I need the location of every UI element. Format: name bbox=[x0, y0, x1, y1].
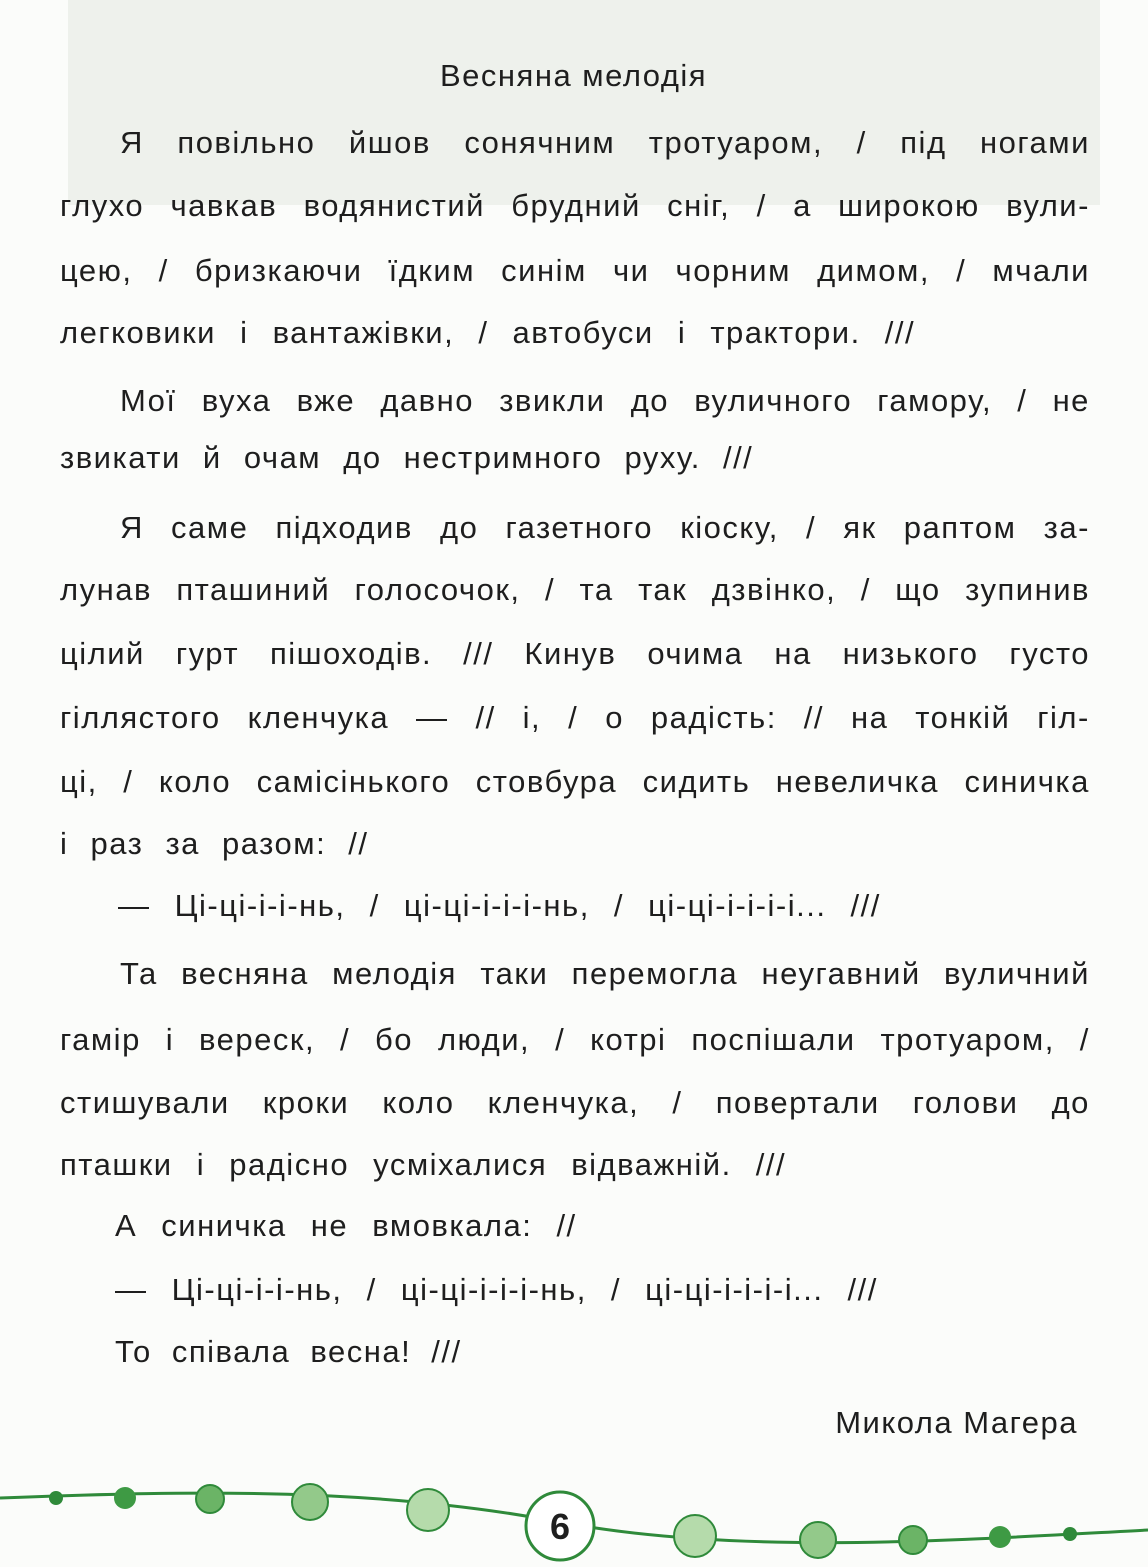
word: Мої bbox=[120, 383, 177, 418]
word: / bbox=[1017, 383, 1028, 418]
word: широкою bbox=[838, 188, 980, 223]
text-line bbox=[60, 764, 1090, 800]
word: самісінького bbox=[256, 764, 451, 799]
text-line: легковики і вантажівки, / автобуси і трактори. /// bbox=[60, 315, 916, 350]
word: неугавний bbox=[761, 956, 921, 991]
word: кроки bbox=[262, 1085, 350, 1120]
word: Я bbox=[120, 125, 144, 160]
page-number: 6 bbox=[549, 1506, 571, 1547]
word: — bbox=[416, 700, 449, 735]
word: пішоходів. bbox=[269, 636, 433, 671]
word: лунав bbox=[60, 572, 152, 607]
word: гіл- bbox=[1037, 700, 1090, 735]
word: весняна bbox=[181, 956, 309, 991]
word: котрі bbox=[590, 1022, 667, 1057]
bleed-through-header bbox=[68, 0, 1100, 205]
word: вже bbox=[296, 383, 356, 418]
text-line: звикати й очам до нестримного руху. /// bbox=[60, 440, 754, 475]
text-line bbox=[60, 700, 1090, 736]
word: коло bbox=[158, 764, 232, 799]
bead bbox=[49, 1491, 63, 1505]
text-line: А синичка не вмовкала: // bbox=[115, 1208, 577, 1243]
word: / bbox=[158, 253, 169, 288]
word: звикли bbox=[499, 383, 606, 418]
word: сніг, bbox=[667, 188, 731, 223]
text-line bbox=[60, 1085, 1090, 1121]
bead bbox=[899, 1526, 927, 1554]
word: / bbox=[1079, 1022, 1090, 1057]
word: чорним bbox=[675, 253, 791, 288]
word: / bbox=[805, 510, 817, 545]
word: ногами bbox=[980, 125, 1090, 160]
word: стовбура bbox=[475, 764, 618, 799]
word: що bbox=[895, 572, 941, 607]
word: / bbox=[123, 764, 134, 799]
word: не bbox=[1052, 383, 1090, 418]
word: цілий bbox=[60, 636, 145, 671]
word: мчали bbox=[992, 253, 1090, 288]
word: тонкій bbox=[915, 700, 1011, 735]
text-line: пташки і радісно усміхалися відважній. /// bbox=[60, 1147, 787, 1182]
word: і bbox=[165, 1022, 175, 1057]
text-line bbox=[120, 510, 1090, 546]
word: гіллястого bbox=[60, 700, 221, 735]
word: ці, bbox=[60, 764, 98, 799]
word: сидить bbox=[642, 764, 751, 799]
word: як bbox=[843, 510, 877, 545]
text-line bbox=[120, 956, 1090, 992]
word: коло bbox=[382, 1085, 455, 1120]
poem-title: Весняна мелодія bbox=[440, 58, 708, 93]
word: за- bbox=[1043, 510, 1090, 545]
word: // bbox=[803, 700, 825, 735]
word: о bbox=[605, 700, 624, 735]
word: бо bbox=[375, 1022, 414, 1057]
word: до bbox=[630, 383, 670, 418]
word: вереск, bbox=[199, 1022, 316, 1057]
word: давно bbox=[380, 383, 475, 418]
text-line: і раз за разом: // bbox=[60, 826, 369, 861]
word: / bbox=[555, 1022, 566, 1057]
word: / bbox=[568, 700, 579, 735]
word: водянистий bbox=[303, 188, 485, 223]
word: / bbox=[956, 253, 967, 288]
word: густо bbox=[1009, 636, 1090, 671]
dialogue-line: — Ці-ці-і-і-нь, / ці-ці-і-і-і-нь, / ці-ці-і-і-і-і... /// bbox=[115, 1272, 878, 1307]
word: / bbox=[860, 572, 871, 607]
text-line bbox=[60, 1022, 1090, 1058]
bead bbox=[196, 1485, 224, 1513]
word: газетного bbox=[505, 510, 654, 545]
word: саме bbox=[171, 510, 249, 545]
word: очима bbox=[647, 636, 744, 671]
word: // bbox=[475, 700, 496, 735]
word: до bbox=[440, 510, 479, 545]
word: перемогла bbox=[571, 956, 739, 991]
word: / bbox=[856, 125, 867, 160]
word: Кинув bbox=[524, 636, 617, 671]
word: вуличний bbox=[944, 956, 1090, 991]
text-line: То співала весна! /// bbox=[115, 1334, 462, 1369]
word: Я bbox=[120, 510, 144, 545]
word: /// bbox=[463, 636, 494, 671]
bead bbox=[1063, 1527, 1077, 1541]
word: мелодія bbox=[332, 956, 457, 991]
author-name: Микола Магера bbox=[835, 1405, 1078, 1440]
word: на bbox=[850, 700, 889, 735]
word: кіоску, bbox=[680, 510, 779, 545]
word: гамір bbox=[60, 1022, 141, 1057]
word: димом, bbox=[817, 253, 930, 288]
text-line bbox=[60, 188, 1090, 224]
bead bbox=[674, 1515, 716, 1557]
word: поспішали bbox=[691, 1022, 856, 1057]
text-line bbox=[60, 636, 1090, 672]
word: брудний bbox=[511, 188, 641, 223]
word: їдким bbox=[388, 253, 476, 288]
word: низького bbox=[842, 636, 979, 671]
word: і, bbox=[522, 700, 542, 735]
word: вули- bbox=[1006, 188, 1090, 223]
word: синичка bbox=[964, 764, 1090, 799]
bead bbox=[800, 1522, 836, 1558]
word: раптом bbox=[903, 510, 1017, 545]
word: цею, bbox=[60, 253, 133, 288]
word: зупинив bbox=[965, 572, 1090, 607]
word: сонячним bbox=[464, 125, 616, 160]
word: кленчука, bbox=[487, 1085, 640, 1120]
word: під bbox=[900, 125, 947, 160]
word: вуличного bbox=[694, 383, 853, 418]
dialogue-line: — Ці-ці-і-і-нь, / ці-ці-і-і-і-нь, / ці-ці-і-і-і-і... /// bbox=[118, 888, 881, 923]
word: на bbox=[774, 636, 812, 671]
word: кленчука bbox=[247, 700, 390, 735]
word: гамору, bbox=[877, 383, 993, 418]
text-line bbox=[120, 383, 1090, 419]
bead bbox=[114, 1487, 136, 1509]
word: пташиний bbox=[176, 572, 331, 607]
word: / bbox=[672, 1085, 683, 1120]
word: невеличка bbox=[775, 764, 939, 799]
bead-chain-decoration bbox=[0, 1460, 1148, 1567]
word: люди, bbox=[437, 1022, 531, 1057]
word: тротуаром, bbox=[648, 125, 824, 160]
bead bbox=[989, 1526, 1011, 1548]
word: до bbox=[1051, 1085, 1090, 1120]
word: глухо bbox=[60, 188, 145, 223]
word: радість: bbox=[650, 700, 777, 735]
text-line bbox=[60, 572, 1090, 608]
word: / bbox=[756, 188, 767, 223]
word: повільно bbox=[177, 125, 316, 160]
word: таки bbox=[480, 956, 549, 991]
word: йшов bbox=[348, 125, 431, 160]
word: підходив bbox=[275, 510, 413, 545]
word: а bbox=[793, 188, 812, 223]
word: бризкаючи bbox=[194, 253, 363, 288]
word: чавкав bbox=[170, 188, 278, 223]
word: повертали bbox=[715, 1085, 880, 1120]
word: стишували bbox=[60, 1085, 230, 1120]
word: тротуаром, bbox=[880, 1022, 1055, 1057]
word: Та bbox=[120, 956, 158, 991]
word: голосочок, bbox=[354, 572, 521, 607]
word: синім bbox=[501, 253, 587, 288]
text-line bbox=[60, 253, 1090, 289]
word: так bbox=[638, 572, 688, 607]
word: / bbox=[544, 572, 556, 607]
word: та bbox=[579, 572, 614, 607]
word: дзвінко, bbox=[711, 572, 837, 607]
word: / bbox=[340, 1022, 351, 1057]
word: чи bbox=[612, 253, 650, 288]
bead bbox=[407, 1489, 449, 1531]
word: гурт bbox=[175, 636, 240, 671]
word: вуха bbox=[201, 383, 272, 418]
word: голови bbox=[912, 1085, 1019, 1120]
bead bbox=[292, 1484, 328, 1520]
text-line bbox=[120, 125, 1090, 161]
